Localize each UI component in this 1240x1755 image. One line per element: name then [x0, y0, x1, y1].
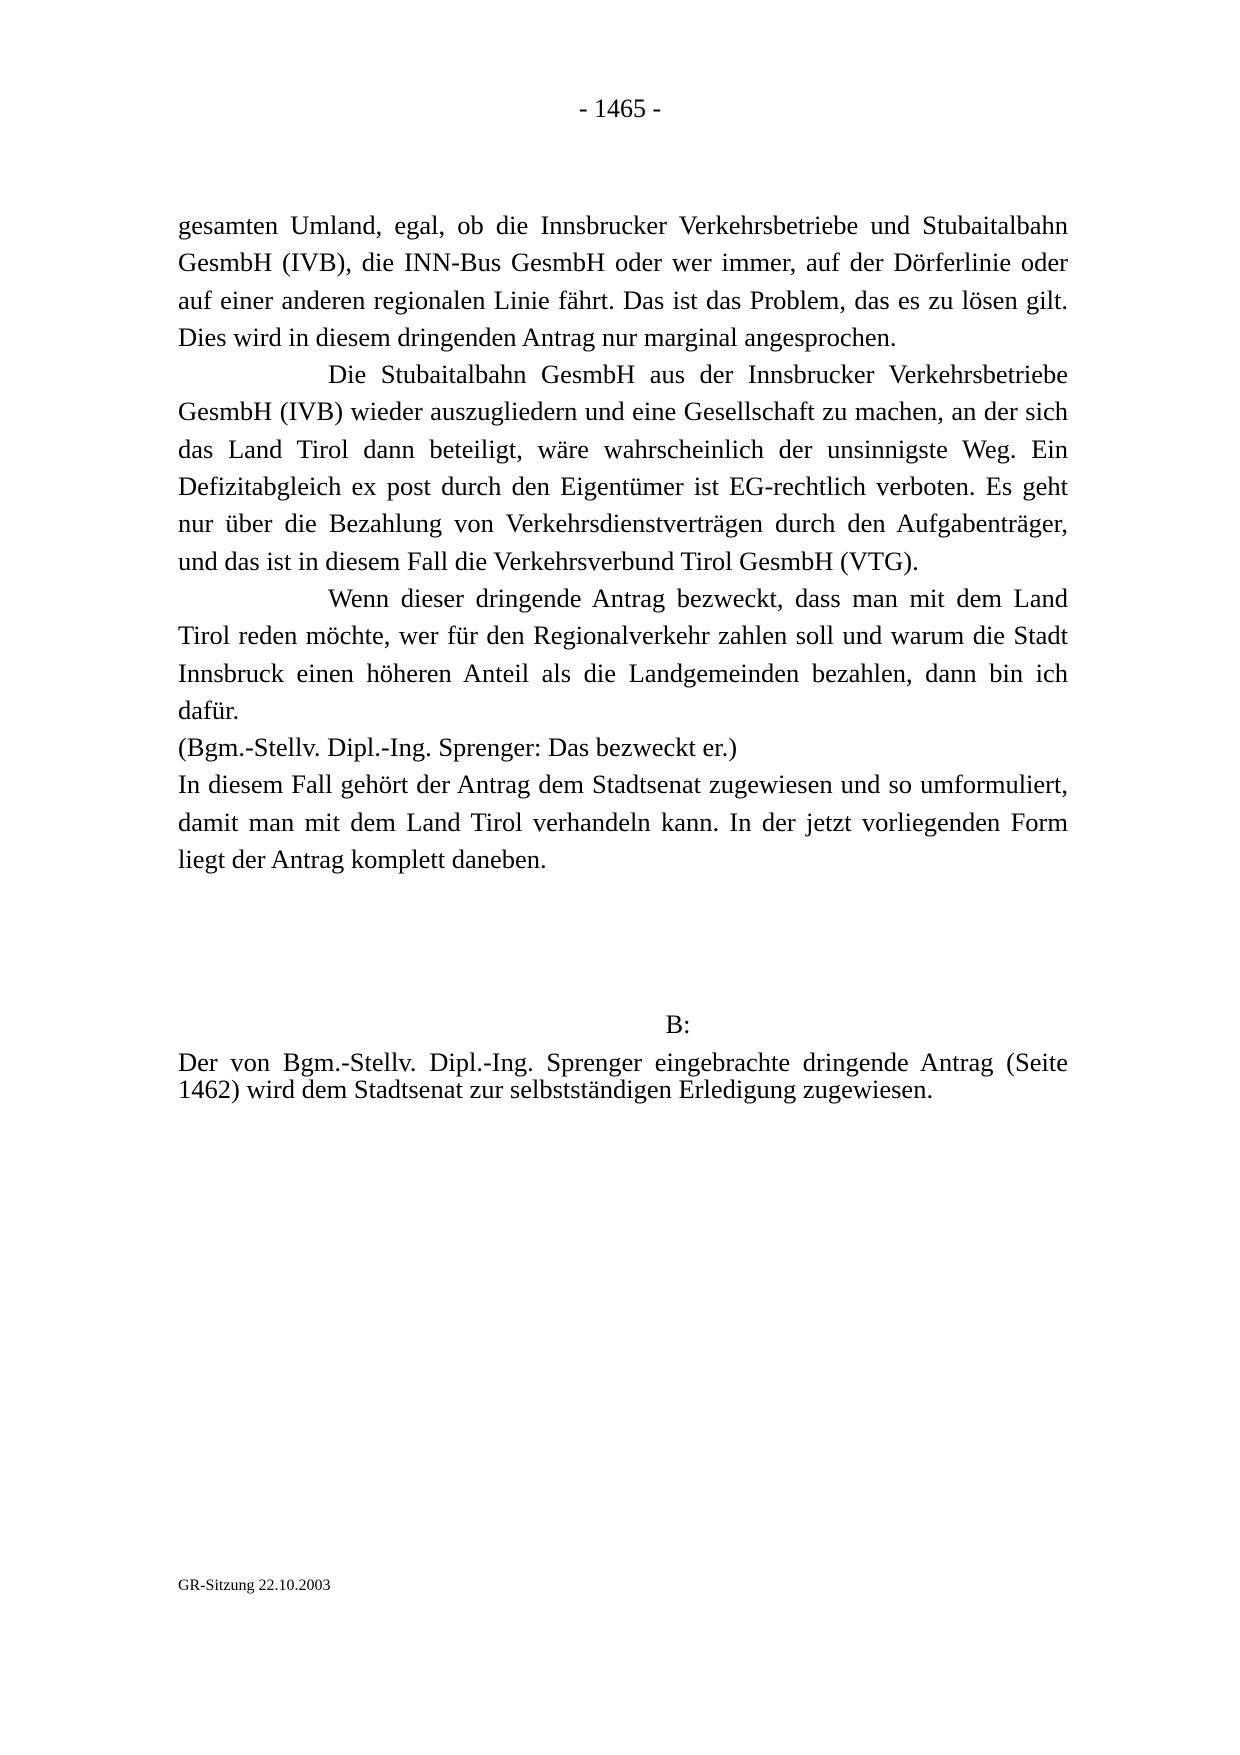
footer-session-date: GR-Sitzung 22.10.2003	[178, 1577, 331, 1594]
interjection: (Bgm.-Stellv. Dipl.-Ing. Sprenger: Das bezweckt er.)	[178, 732, 738, 763]
paragraph-4: In diesem Fall gehört der Antrag dem Stadtsenat zugewiesen und so umformuliert, damit man mit dem Land Tirol verhandeln kann. In der jetzt vorliegenden Form liegt der Antrag komplett daneben.	[178, 769, 1068, 875]
resolution-text: Der von Bgm.-Stellv. Dipl.-Ing. Sprenger eingebrachte dringende Antrag (Seite 1462) wird dem Stadtsenat zur selbstständigen Erledigung zugewiesen.	[178, 1047, 1068, 1104]
section-letter: B:	[665, 1009, 691, 1039]
paragraph-2: Die Stubaitalbahn GesmbH aus der Innsbrucker Verkehrsbetriebe GesmbH (IVB) wieder auszugliedern und eine Gesellschaft zu machen, an der sich das Land Tirol dann beteiligt, wäre wahrscheinlich der unsinnigste Weg. Ein Defizitabgleich ex post durch den Eigentümer ist EG-rechtlich verboten. Es geht nur über die Bezahlung von Verkehrsdienstverträgen durch den Aufgabenträger, und das ist in diesem Fall die Verkehrsverbund Tirol GesmbH (VTG).	[178, 359, 1068, 576]
body-text	[178, 207, 1068, 878]
page-number: - 1465 -	[578, 94, 662, 123]
paragraph-3: Wenn dieser dringende Antrag bezweckt, dass man mit dem Land Tirol reden möchte, wer für den Regionalverkehr zahlen soll und warum die Stadt Innsbruck einen höheren Anteil als die Landgemeinden bezahlen, dann bin ich dafür.	[178, 582, 1068, 725]
paragraph-1: gesamten Umland, egal, ob die Innsbrucker Verkehrsbetriebe und Stubaitalbahn GesmbH (IVB), die INN-Bus GesmbH oder wer immer, auf der Dörferlinie oder auf einer anderen regionalen Linie fährt. Das ist das Problem, das es zu lösen gilt. Dies wird in diesem dringenden Antrag nur marginal angesprochen.	[178, 210, 1068, 352]
